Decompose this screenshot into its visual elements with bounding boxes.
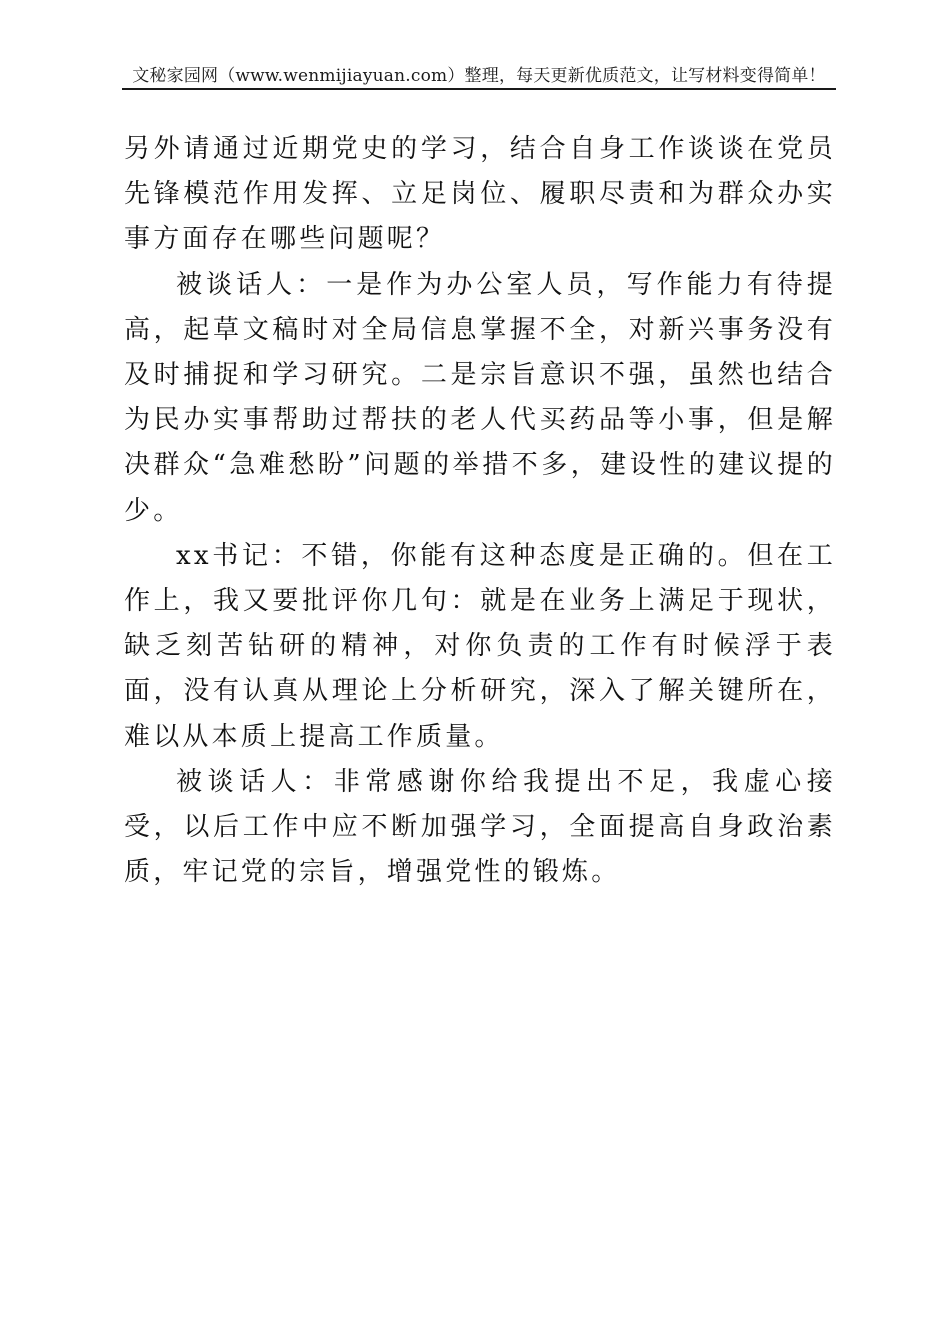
paragraph-question: 另外请通过近期党史的学习，结合自身工作谈谈在党员先锋模范作用发挥、立足岗位、履职尽责和为群众办实事方面存在哪些问题呢？ (124, 134, 836, 255)
header-divider (122, 88, 836, 90)
page-header: 文秘家园网（www.wenmijiayuan.com）整理，每天更新优质范文，让写材料变得简单！ (132, 66, 826, 86)
paragraph-secretary-comment: xx书记：不错，你能有这种态度是正确的。但在工作上，我又要批评你几句：就是在业务上满足于现状，缺乏刻苦钻研的精神，对你负责的工作有时候浮于表面，没有认真从理论上分析研究，深入了解关键所在，难以从本质上提高工作质量。 (124, 540, 836, 752)
paragraph-interviewee-answer: 被谈话人：一是作为办公室人员，写作能力有待提高，起草文稿时对全局信息掌握不全，对新兴事务没有及时捕捉和学习研究。二是宗旨意识不强，虽然也结合为民办实事帮助过帮扶的老人代买药品等小事，但是解决群众“急难愁盼”问题的举措不多，建设性的建议提的少。 (124, 269, 836, 526)
paragraph-interviewee-response: 被谈话人：非常感谢你给我提出不足，我虚心接受，以后工作中应不断加强学习，全面提高自身政治素质，牢记党的宗旨，增强党性的锻炼。 (124, 766, 836, 888)
document-body (124, 127, 836, 895)
